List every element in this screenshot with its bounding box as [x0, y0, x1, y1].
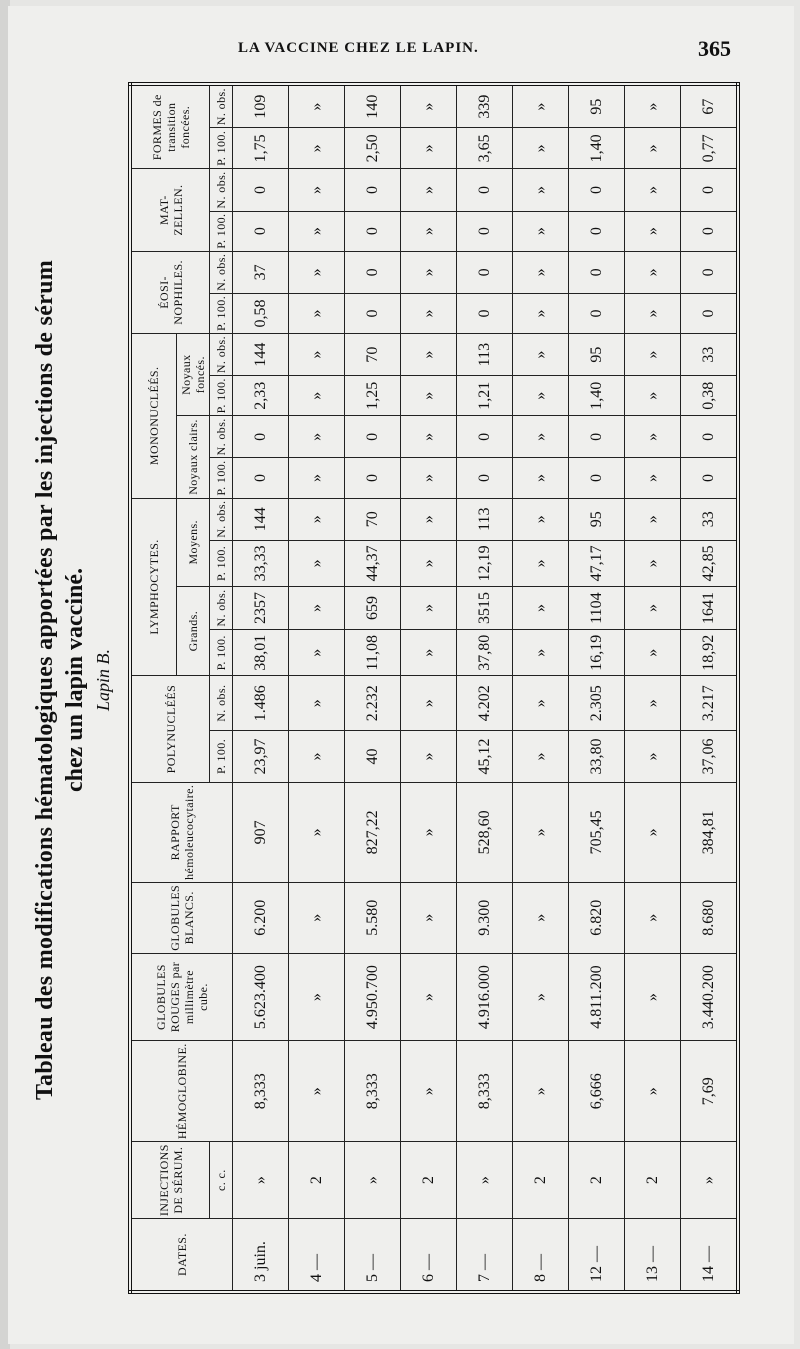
cell-eosino-nobs: »: [625, 251, 681, 293]
cell-transition-nobs: »: [401, 84, 457, 128]
header-hemoglobine: HÉMOGLOBINE.: [130, 1041, 233, 1142]
header-globules-rouges: GLOBULES ROUGES par millimètre cube.: [130, 953, 233, 1041]
cell-eosino-p100: 0: [345, 293, 401, 333]
cell-grands-nobs: »: [513, 586, 569, 629]
cell-hemoglobine: 8,333: [345, 1041, 401, 1142]
cell-clairs-nobs: »: [289, 416, 345, 458]
cell-grands-nobs: 3515: [457, 586, 513, 629]
cell-mast-p100: »: [625, 211, 681, 251]
header-eosinophiles: ÉOSI- NOPHILES.: [130, 251, 210, 333]
cell-grands-p100: »: [625, 630, 681, 676]
table-row: [569, 84, 625, 1292]
header-p100: P. 100.: [210, 128, 233, 169]
table-row: [513, 84, 569, 1292]
cell-globules-blancs: 9.300: [457, 882, 513, 953]
cell-rapport: 705,45: [569, 782, 625, 882]
cell-clairs-p100: »: [401, 458, 457, 498]
cell-fonces-nobs: 113: [457, 334, 513, 376]
cell-grands-nobs: »: [625, 586, 681, 629]
cell-globules-blancs: 8.680: [681, 882, 739, 953]
header-nobs: N. obs.: [210, 84, 233, 128]
cell-globules-rouges: 4.916.000: [457, 953, 513, 1041]
table-caption: [30, 60, 116, 1300]
cell-injection: 2: [625, 1142, 681, 1219]
cell-transition-p100: »: [513, 128, 569, 169]
cell-globules-rouges: »: [625, 953, 681, 1041]
cell-rapport: 827,22: [345, 782, 401, 882]
cell-grands-p100: »: [401, 630, 457, 676]
header-noyaux-clairs: Noyaux clairs.: [177, 416, 210, 498]
cell-poly-nobs: »: [289, 676, 345, 731]
cell-globules-rouges: 5.623.400: [233, 953, 289, 1041]
cell-eosino-p100: »: [513, 293, 569, 333]
cell-date: 8 —: [513, 1219, 569, 1292]
cell-date: 7 —: [457, 1219, 513, 1292]
cell-rapport: 384,81: [681, 782, 739, 882]
cell-mast-p100: 0: [345, 211, 401, 251]
cell-mast-nobs: 0: [345, 169, 401, 211]
cell-fonces-nobs: 70: [345, 334, 401, 376]
cell-mast-nobs: »: [401, 169, 457, 211]
cell-clairs-p100: »: [625, 458, 681, 498]
cell-globules-blancs: »: [513, 882, 569, 953]
header-grands: Grands.: [177, 586, 210, 675]
cell-moyens-nobs: 113: [457, 498, 513, 540]
hematology-table: [128, 82, 740, 1294]
page-number: 365: [698, 36, 731, 61]
cell-fonces-nobs: 95: [569, 334, 625, 376]
cell-moyens-p100: »: [625, 540, 681, 586]
cell-globules-blancs: 6.820: [569, 882, 625, 953]
cell-mast-nobs: 0: [233, 169, 289, 211]
cell-clairs-nobs: 0: [345, 416, 401, 458]
cell-hemoglobine: 7,69: [681, 1041, 739, 1142]
cell-eosino-nobs: »: [289, 251, 345, 293]
cell-mast-p100: 0: [233, 211, 289, 251]
cell-poly-nobs: 4.202: [457, 676, 513, 731]
cell-date: 13 —: [625, 1219, 681, 1292]
cell-transition-p100: 1,75: [233, 128, 289, 169]
table-row: [289, 84, 345, 1292]
cell-moyens-p100: »: [401, 540, 457, 586]
cell-injection: »: [345, 1142, 401, 1219]
cell-moyens-p100: 33,33: [233, 540, 289, 586]
cell-moyens-p100: 44,37: [345, 540, 401, 586]
cell-fonces-nobs: »: [625, 334, 681, 376]
caption-line-1: Tableau des modifications hématologiques apportées par les injections de sérum: [32, 259, 58, 1101]
cell-hemoglobine: 8,333: [457, 1041, 513, 1142]
header-formes-transition: FORMES de transition foncées.: [130, 84, 210, 169]
cell-eosino-nobs: 0: [681, 251, 739, 293]
cell-clairs-p100: 0: [569, 458, 625, 498]
cell-transition-nobs: 95: [569, 84, 625, 128]
header-p100: P. 100.: [210, 293, 233, 333]
cell-clairs-nobs: 0: [457, 416, 513, 458]
cell-eosino-p100: 0,58: [233, 293, 289, 333]
cell-mast-nobs: »: [289, 169, 345, 211]
cell-globules-blancs: »: [625, 882, 681, 953]
cell-poly-nobs: 3.217: [681, 676, 739, 731]
header-mononucleees: MONONUCLÉÉS.: [130, 334, 177, 499]
cell-transition-nobs: »: [289, 84, 345, 128]
cell-mast-nobs: 0: [681, 169, 739, 211]
cell-rapport: »: [289, 782, 345, 882]
cell-moyens-nobs: 95: [569, 498, 625, 540]
cell-rapport: »: [625, 782, 681, 882]
table-row: [233, 84, 289, 1292]
cell-globules-rouges: »: [401, 953, 457, 1041]
header-nobs: N. obs.: [210, 169, 233, 211]
cell-fonces-nobs: »: [289, 334, 345, 376]
cell-grands-nobs: 1104: [569, 586, 625, 629]
cell-grands-nobs: »: [401, 586, 457, 629]
cell-poly-p100: »: [289, 731, 345, 783]
cell-poly-p100: 45,12: [457, 731, 513, 783]
cell-eosino-p100: »: [625, 293, 681, 333]
header-p100: P. 100.: [210, 540, 233, 586]
header-p100: P. 100.: [210, 211, 233, 251]
cell-eosino-p100: 0: [569, 293, 625, 333]
cell-fonces-p100: 2,33: [233, 376, 289, 416]
cell-clairs-nobs: 0: [681, 416, 739, 458]
header-nobs: N. obs.: [210, 416, 233, 458]
cell-injection: 2: [289, 1142, 345, 1219]
header-rapport: RAPPORT hémoleucocytaire.: [130, 782, 233, 882]
cell-globules-rouges: »: [289, 953, 345, 1041]
cell-grands-nobs: 659: [345, 586, 401, 629]
cell-transition-nobs: »: [513, 84, 569, 128]
header-nobs: N. obs.: [210, 586, 233, 629]
cell-poly-nobs: 2.305: [569, 676, 625, 731]
cell-mast-p100: 0: [681, 211, 739, 251]
cell-eosino-p100: 0: [457, 293, 513, 333]
cell-grands-p100: 16,19: [569, 630, 625, 676]
cell-date: 6 —: [401, 1219, 457, 1292]
cell-grands-nobs: 2357: [233, 586, 289, 629]
header-polynucleees: POLYNUCLÉÉS: [130, 676, 210, 782]
cell-globules-blancs: 5.580: [345, 882, 401, 953]
header-injections: INJECTIONS DE SÉRUM.: [130, 1142, 210, 1219]
cell-fonces-p100: »: [289, 376, 345, 416]
cell-transition-nobs: 140: [345, 84, 401, 128]
cell-eosino-nobs: 0: [569, 251, 625, 293]
header-cc: c. c.: [210, 1142, 233, 1219]
cell-injection: »: [681, 1142, 739, 1219]
header-mastzellen: MAT- ZELLEN.: [130, 169, 210, 251]
cell-grands-p100: 18,92: [681, 630, 739, 676]
cell-transition-p100: 1,40: [569, 128, 625, 169]
cell-transition-nobs: 67: [681, 84, 739, 128]
cell-eosino-p100: »: [289, 293, 345, 333]
header-p100: P. 100.: [210, 630, 233, 676]
cell-eosino-nobs: 0: [345, 251, 401, 293]
cell-eosino-p100: 0: [681, 293, 739, 333]
caption-line-2: chez un lapin vacciné.: [62, 568, 88, 793]
cell-fonces-p100: »: [513, 376, 569, 416]
cell-mast-nobs: 0: [569, 169, 625, 211]
cell-fonces-nobs: 144: [233, 334, 289, 376]
cell-clairs-p100: 0: [233, 458, 289, 498]
cell-mast-p100: »: [401, 211, 457, 251]
header-noyaux-fonces: Noyaux foncés.: [177, 334, 210, 416]
cell-hemoglobine: 8,333: [233, 1041, 289, 1142]
cell-mast-nobs: »: [625, 169, 681, 211]
cell-poly-nobs: »: [513, 676, 569, 731]
cell-eosino-nobs: »: [401, 251, 457, 293]
cell-moyens-nobs: »: [513, 498, 569, 540]
rotated-table-page: [30, 60, 750, 1300]
cell-fonces-p100: »: [625, 376, 681, 416]
cell-transition-p100: 3,65: [457, 128, 513, 169]
cell-globules-blancs: »: [289, 882, 345, 953]
cell-transition-p100: 0,77: [681, 128, 739, 169]
cell-mast-p100: 0: [457, 211, 513, 251]
cell-moyens-nobs: 144: [233, 498, 289, 540]
cell-hemoglobine: »: [401, 1041, 457, 1142]
cell-date: 5 —: [345, 1219, 401, 1292]
header-nobs: N. obs.: [210, 498, 233, 540]
cell-moyens-nobs: »: [625, 498, 681, 540]
cell-transition-p100: 2,50: [345, 128, 401, 169]
cell-rapport: 907: [233, 782, 289, 882]
cell-transition-nobs: 339: [457, 84, 513, 128]
cell-poly-nobs: 1.486: [233, 676, 289, 731]
cell-globules-blancs: 6.200: [233, 882, 289, 953]
cell-fonces-nobs: »: [513, 334, 569, 376]
table-row: [345, 84, 401, 1292]
cell-clairs-nobs: »: [513, 416, 569, 458]
cell-grands-p100: 37,80: [457, 630, 513, 676]
cell-poly-p100: 33,80: [569, 731, 625, 783]
header-dates: DATES.: [130, 1219, 233, 1292]
cell-clairs-p100: 0: [681, 458, 739, 498]
cell-injection: 2: [401, 1142, 457, 1219]
cell-transition-p100: »: [625, 128, 681, 169]
caption-subtitle: Lapin B.: [93, 649, 113, 712]
cell-grands-nobs: 1641: [681, 586, 739, 629]
cell-date: 12 —: [569, 1219, 625, 1292]
cell-date: 14 —: [681, 1219, 739, 1292]
cell-rapport: »: [401, 782, 457, 882]
header-nobs: N. obs.: [210, 251, 233, 293]
cell-hemoglobine: »: [625, 1041, 681, 1142]
cell-clairs-p100: 0: [345, 458, 401, 498]
cell-grands-p100: 11,08: [345, 630, 401, 676]
cell-fonces-p100: 1,25: [345, 376, 401, 416]
cell-globules-rouges: »: [513, 953, 569, 1041]
header-moyens: Moyens.: [177, 498, 210, 586]
table-row: [681, 84, 739, 1292]
cell-injection: »: [233, 1142, 289, 1219]
cell-fonces-nobs: »: [401, 334, 457, 376]
cell-fonces-p100: 1,40: [569, 376, 625, 416]
cell-poly-p100: »: [625, 731, 681, 783]
header-p100: P. 100.: [210, 458, 233, 498]
cell-mast-nobs: »: [513, 169, 569, 211]
running-title: LA VACCINE CHEZ LE LAPIN.: [238, 40, 479, 56]
cell-transition-nobs: »: [625, 84, 681, 128]
cell-eosino-nobs: 0: [457, 251, 513, 293]
header-p100: P. 100.: [210, 376, 233, 416]
cell-eosino-nobs: 37: [233, 251, 289, 293]
cell-clairs-p100: 0: [457, 458, 513, 498]
cell-clairs-nobs: 0: [569, 416, 625, 458]
cell-globules-rouges: 4.950.700: [345, 953, 401, 1041]
table-row: [625, 84, 681, 1292]
cell-poly-p100: 23,97: [233, 731, 289, 783]
cell-injection: 2: [513, 1142, 569, 1219]
header-nobs: N. obs.: [210, 676, 233, 731]
cell-globules-blancs: »: [401, 882, 457, 953]
cell-fonces-p100: »: [401, 376, 457, 416]
cell-fonces-nobs: 33: [681, 334, 739, 376]
cell-moyens-nobs: »: [289, 498, 345, 540]
cell-mast-nobs: 0: [457, 169, 513, 211]
cell-poly-p100: »: [401, 731, 457, 783]
header-lymphocytes: LYMPHOCYTES.: [130, 498, 177, 676]
header-p100: P. 100.: [210, 731, 233, 783]
cell-mast-p100: 0: [569, 211, 625, 251]
cell-clairs-p100: »: [513, 458, 569, 498]
cell-moyens-p100: »: [513, 540, 569, 586]
cell-grands-p100: 38,01: [233, 630, 289, 676]
cell-rapport: »: [513, 782, 569, 882]
cell-hemoglobine: »: [513, 1041, 569, 1142]
cell-injection: »: [457, 1142, 513, 1219]
cell-grands-p100: »: [513, 630, 569, 676]
cell-moyens-nobs: »: [401, 498, 457, 540]
table-row: [401, 84, 457, 1292]
cell-clairs-p100: »: [289, 458, 345, 498]
cell-date: 4 —: [289, 1219, 345, 1292]
cell-eosino-p100: »: [401, 293, 457, 333]
cell-eosino-nobs: »: [513, 251, 569, 293]
cell-poly-p100: 37,06: [681, 731, 739, 783]
cell-moyens-p100: 12,19: [457, 540, 513, 586]
header-globules-blancs: GLOBULES BLANCS.: [130, 882, 233, 953]
cell-moyens-nobs: 33: [681, 498, 739, 540]
cell-injection: 2: [569, 1142, 625, 1219]
cell-poly-p100: »: [513, 731, 569, 783]
cell-poly-p100: 40: [345, 731, 401, 783]
cell-clairs-nobs: »: [401, 416, 457, 458]
cell-hemoglobine: 6,666: [569, 1041, 625, 1142]
cell-globules-rouges: 4.811.200: [569, 953, 625, 1041]
cell-fonces-p100: 1,21: [457, 376, 513, 416]
cell-fonces-p100: 0,38: [681, 376, 739, 416]
cell-moyens-p100: 47,17: [569, 540, 625, 586]
cell-poly-nobs: »: [401, 676, 457, 731]
cell-transition-nobs: 109: [233, 84, 289, 128]
cell-rapport: 528,60: [457, 782, 513, 882]
cell-moyens-p100: »: [289, 540, 345, 586]
cell-date: 3 juin.: [233, 1219, 289, 1292]
cell-mast-p100: »: [513, 211, 569, 251]
cell-moyens-nobs: 70: [345, 498, 401, 540]
table-row: [457, 84, 513, 1292]
cell-hemoglobine: »: [289, 1041, 345, 1142]
cell-mast-p100: »: [289, 211, 345, 251]
cell-globules-rouges: 3.440.200: [681, 953, 739, 1041]
cell-grands-nobs: »: [289, 586, 345, 629]
cell-moyens-p100: 42,85: [681, 540, 739, 586]
cell-grands-p100: »: [289, 630, 345, 676]
cell-clairs-nobs: 0: [233, 416, 289, 458]
cell-transition-p100: »: [289, 128, 345, 169]
cell-clairs-nobs: »: [625, 416, 681, 458]
header-nobs: N. obs.: [210, 334, 233, 376]
cell-transition-p100: »: [401, 128, 457, 169]
cell-poly-nobs: 2.232: [345, 676, 401, 731]
cell-poly-nobs: »: [625, 676, 681, 731]
